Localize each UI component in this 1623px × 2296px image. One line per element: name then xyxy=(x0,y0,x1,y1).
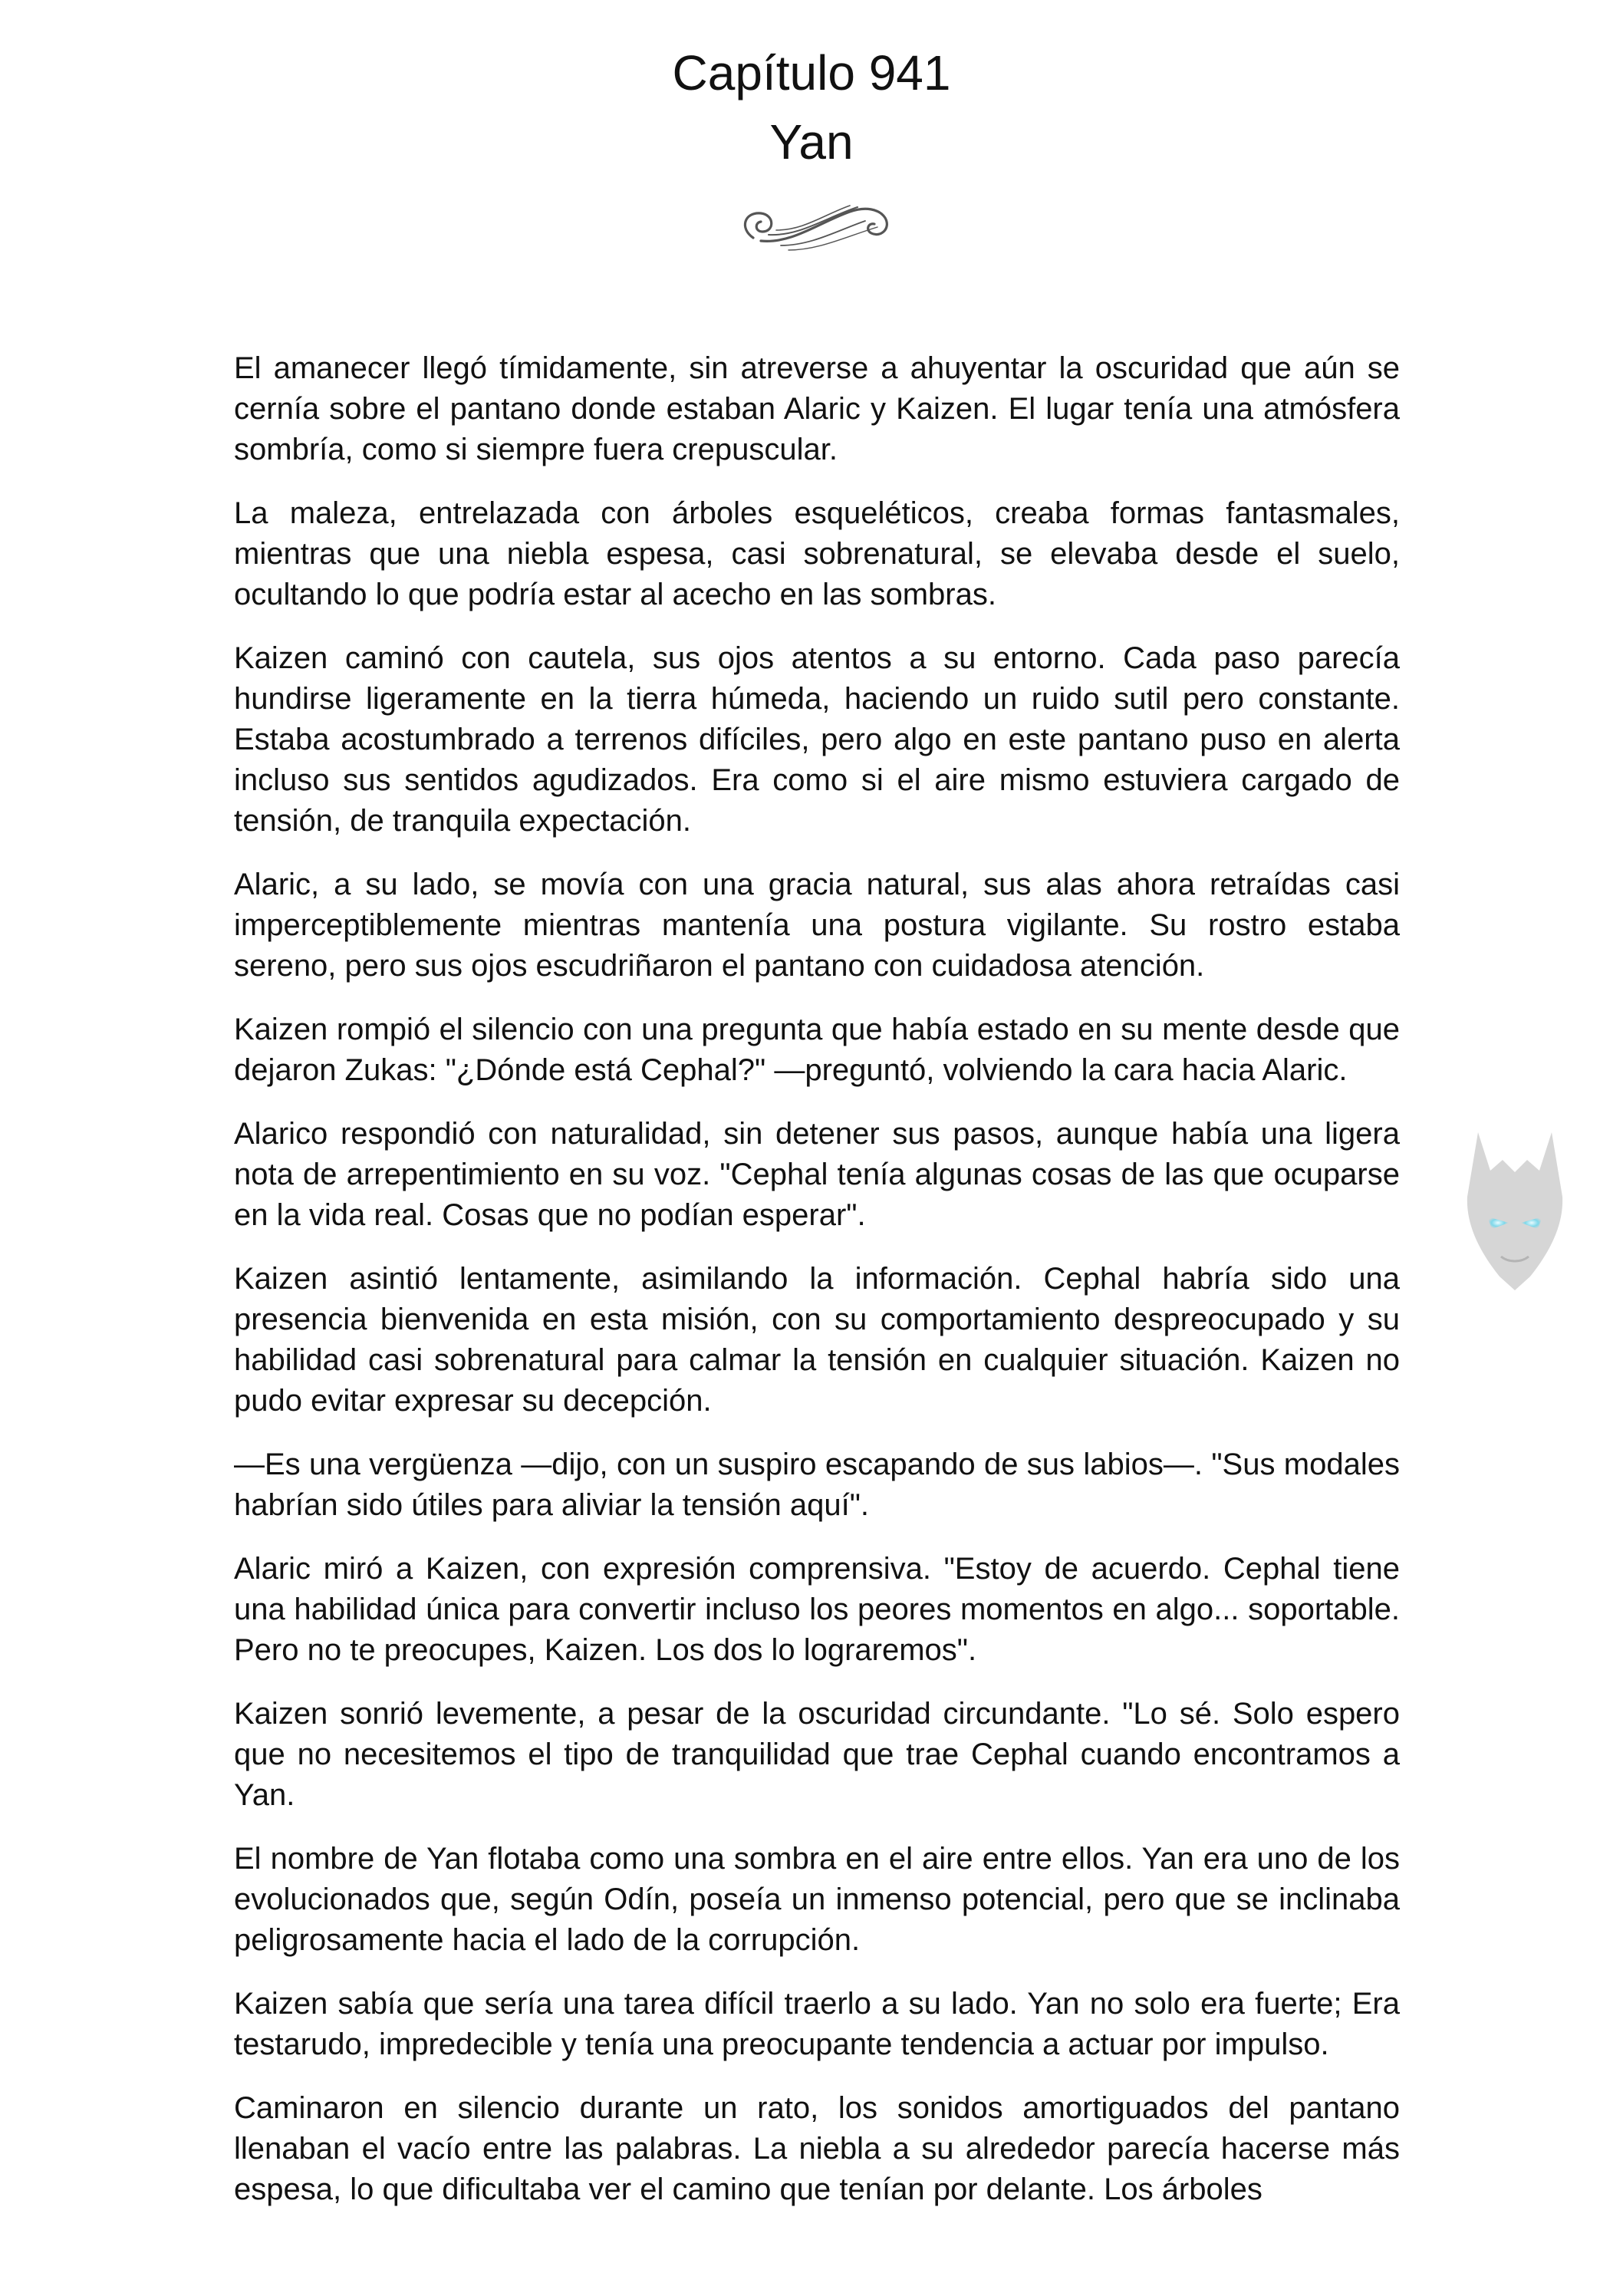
chapter-number: Capítulo 941 xyxy=(672,45,951,100)
ornamental-flourish-icon xyxy=(735,198,900,259)
chapter-title: Yan xyxy=(769,114,854,170)
paragraph: El amanecer llegó tímidamente, sin atreverse a ahuyentar la oscuridad que aún se cernía sobre el pantano donde estaban Alaric y Kaizen. El lugar tenía una atmósfera sombría, como si siempre fuera crepuscular. xyxy=(234,351,1400,466)
paragraph: Caminaron en silencio durante un rato, los sonidos amortiguados del pantano llenaban el vacío entre las palabras. La niebla a su alrededor parecía hacerse más espesa, lo que dificultaba ver el camino que tenían por delante. Los árboles xyxy=(234,2091,1400,2206)
paragraph: La maleza, entrelazada con árboles esqueléticos, creaba formas fantasmales, mientras que una niebla espesa, casi sobrenatural, se elevaba desde el suelo, ocultando lo que podría estar al acecho en las sombras. xyxy=(234,496,1400,611)
paragraph: Kaizen asintió lentamente, asimilando la información. Cephal habría sido una presencia bienvenida en esta misión, con su comportamiento despreocupado y su habilidad casi sobrenatural para calmar la tensión en cualquier situación. Kaizen no pudo evitar expresar su decepción. xyxy=(234,1262,1400,1418)
paragraph: Kaizen rompió el silencio con una pregunta que había estado en su mente desde que dejaron Zukas: "¿Dónde está Cephal?" —preguntó, volviendo la cara hacia Alaric. xyxy=(234,1013,1400,1087)
paragraph: Kaizen sonrió levemente, a pesar de la oscuridad circundante. "Lo sé. Solo espero que no necesitemos el tipo de tranquilidad que trae Cephal cuando encontramos a Yan. xyxy=(234,1697,1400,1812)
chapter-header xyxy=(0,38,1623,176)
paragraph: —Es una vergüenza —dijo, con un suspiro escapando de sus labios—. "Sus modales habrían sido útiles para aliviar la tensión aquí". xyxy=(234,1448,1400,1522)
paragraph: El nombre de Yan flotaba como una sombra en el aire entre ellos. Yan era uno de los evolucionados que, según Odín, poseía un inmenso potencial, pero que se inclinaba peligrosamente hacia el lado de la corrupción. xyxy=(234,1842,1400,1957)
paragraph: Alarico respondió con naturalidad, sin detener sus pasos, aunque había una ligera nota de arrepentimiento en su voz. "Cephal tenía algunas cosas de las que ocuparse en la vida real. Cosas que no podían esperar". xyxy=(234,1117,1400,1232)
demon-head-icon xyxy=(1461,1126,1569,1295)
paragraph: Kaizen sabía que sería una tarea difícil traerlo a su lado. Yan no solo era fuerte; Era testarudo, impredecible y tenía una preocupante tendencia a actuar por impulso. xyxy=(234,1987,1400,2061)
chapter-body xyxy=(234,348,1400,2233)
paragraph: Alaric miró a Kaizen, con expresión comprensiva. "Estoy de acuerdo. Cephal tiene una habilidad única para convertir incluso los peores momentos en algo... soportable. Pero no te preocupes, Kaizen. Los dos lo lograremos". xyxy=(234,1552,1400,1667)
paragraph: Alaric, a su lado, se movía con una gracia natural, sus alas ahora retraídas casi imperceptiblemente mientras mantenía una postura vigilante. Su rostro estaba sereno, pero sus ojos escudriñaron el pantano con cuidadosa atención. xyxy=(234,868,1400,983)
paragraph: Kaizen caminó con cautela, sus ojos atentos a su entorno. Cada paso parecía hundirse ligeramente en la tierra húmeda, haciendo un ruido sutil pero constante. Estaba acostumbrado a terrenos difíciles, pero algo en este pantano puso en alerta incluso sus sentidos agudizados. Era como si el aire mismo estuviera cargado de tensión, de tranquila expectación. xyxy=(234,641,1400,838)
